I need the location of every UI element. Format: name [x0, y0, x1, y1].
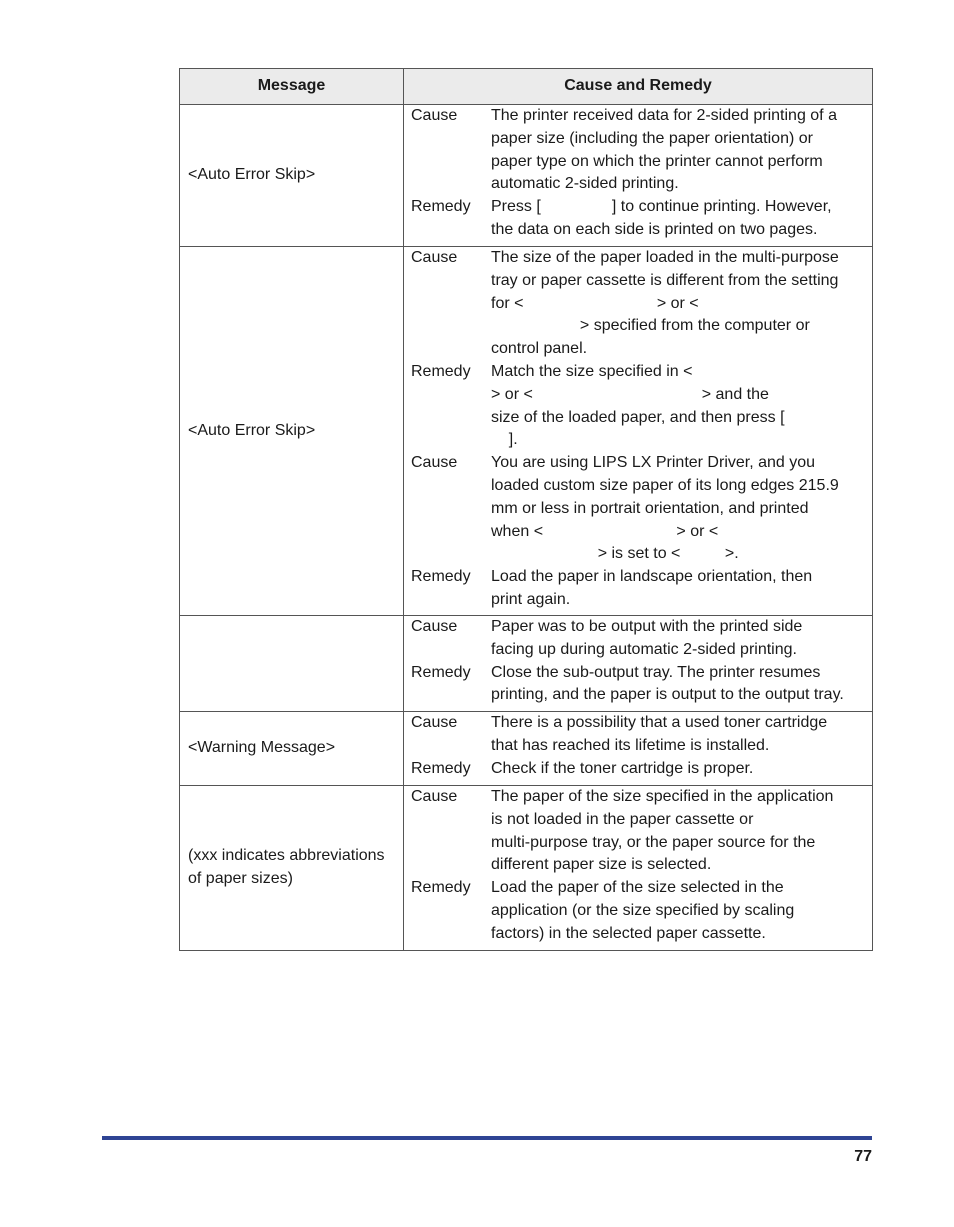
table-row: [180, 786, 873, 951]
text-line: > is set to < >.: [491, 545, 739, 563]
header-cause-remedy: Cause and Remedy: [404, 69, 873, 105]
cause-entry: [411, 452, 866, 566]
text-line: The size of the paper loaded in the multi-purpose: [491, 249, 839, 266]
cause-text: [491, 786, 866, 877]
table-row: [180, 712, 873, 786]
cause-remedy-cell: [404, 247, 873, 616]
text-line: automatic 2-sided printing.: [491, 175, 679, 193]
cause-label: Cause: [411, 714, 458, 731]
remedy-text: [491, 566, 866, 612]
cause-text: [491, 105, 866, 196]
cause-label: Cause: [411, 107, 458, 124]
remedy-entry: [411, 361, 866, 452]
cause-remedy-cell: [404, 105, 873, 247]
table-row: [180, 616, 873, 712]
text-line: different paper size is selected.: [491, 856, 712, 874]
text-line: paper size (including the paper orientation) or: [491, 129, 813, 147]
text-line: Close the sub-output tray. The printer resumes: [491, 663, 821, 681]
cause-entry: [411, 712, 866, 758]
remedy-entry: [411, 196, 866, 242]
remedy-label: Remedy: [411, 759, 471, 777]
remedy-text: [491, 361, 866, 452]
header-message: Message: [180, 69, 404, 105]
cause-text: [491, 712, 866, 758]
text-line: mm or less in portrait orientation, and printed: [491, 499, 809, 517]
text-line: Load the paper in landscape orientation, then: [491, 568, 813, 586]
text-line: paper type on which the printer cannot perform: [491, 152, 823, 170]
text-line: You are using LIPS LX Printer Driver, and you: [491, 454, 816, 472]
remedy-text: [491, 196, 866, 242]
cause-label: Cause: [411, 788, 458, 805]
text-line: is not loaded in the paper cassette or: [491, 810, 754, 828]
text-line: that has reached its lifetime is installed.: [491, 736, 770, 754]
cause-entry: [411, 105, 866, 196]
text-line: for < > or <: [491, 294, 699, 312]
text-line: Match the size specified in <: [491, 362, 693, 380]
text-line: when < > or <: [491, 522, 719, 540]
text-line: > specified from the computer or: [491, 317, 810, 335]
cause-text: [491, 616, 866, 662]
text-line: Load the paper of the size selected in the: [491, 879, 784, 897]
text-line: There is a possibility that a used toner cartridge: [491, 714, 828, 731]
text-line: tray or paper cassette is different from the setting: [491, 271, 839, 289]
text-line: multi-purpose tray, or the paper source for the: [491, 833, 816, 851]
remedy-label: Remedy: [411, 879, 471, 897]
text-line: print again.: [491, 590, 571, 608]
remedy-label: Remedy: [411, 663, 471, 681]
remedy-text: [491, 877, 866, 945]
text-line: Check if the toner cartridge is proper.: [491, 759, 754, 777]
remedy-label: Remedy: [411, 568, 471, 586]
text-line: factors) in the selected paper cassette.: [491, 924, 766, 942]
text-line: application (or the size specified by scaling: [491, 901, 795, 919]
footer-rule: [102, 1136, 872, 1140]
text-line: The printer received data for 2-sided printing of a: [491, 107, 837, 124]
cause-label: Cause: [411, 454, 458, 472]
cause-remedy-cell: [404, 616, 873, 712]
text-line: Paper was to be output with the printed side: [491, 618, 803, 635]
text-line: The paper of the size specified in the application: [491, 788, 834, 805]
remedy-entry: [411, 877, 866, 945]
message-cell: <Auto Error Skip>: [180, 247, 404, 616]
cause-entry: [411, 247, 866, 361]
text-line: the data on each side is printed on two pages.: [491, 220, 818, 238]
cause-text: [491, 247, 866, 361]
remedy-entry: [411, 566, 866, 612]
remedy-entry: [411, 758, 866, 781]
remedy-text: [491, 758, 866, 781]
message-cell: [180, 616, 404, 712]
text-line: Press [ ] to continue printing. However,: [491, 198, 832, 216]
text-line: facing up during automatic 2-sided printing.: [491, 640, 797, 658]
text-line: loaded custom size paper of its long edges 215.9: [491, 476, 839, 494]
text-line: > or < > and the: [491, 385, 769, 403]
message-cell: <Warning Message>: [180, 712, 404, 786]
remedy-entry: [411, 662, 866, 708]
header-row: [180, 69, 873, 105]
text-line: control panel.: [491, 340, 588, 358]
cause-remedy-cell: [404, 712, 873, 786]
cause-label: Cause: [411, 249, 458, 266]
text-line: printing, and the paper is output to the output tray.: [491, 686, 844, 704]
message-table: [179, 68, 873, 951]
cause-remedy-cell: [404, 786, 873, 951]
remedy-label: Remedy: [411, 362, 471, 380]
text-line: size of the loaded paper, and then press [: [491, 408, 785, 426]
cause-text: [491, 452, 866, 566]
table-row: [180, 105, 873, 247]
table-row: [180, 247, 873, 616]
remedy-label: Remedy: [411, 198, 471, 216]
text-line: ].: [491, 431, 518, 449]
remedy-text: [491, 662, 866, 708]
cause-entry: [411, 786, 866, 877]
message-cell: (xxx indicates abbreviations of paper sizes): [180, 786, 404, 951]
cause-entry: [411, 616, 866, 662]
cause-label: Cause: [411, 618, 458, 635]
page-number: 77: [854, 1148, 872, 1165]
message-cell: <Auto Error Skip>: [180, 105, 404, 247]
